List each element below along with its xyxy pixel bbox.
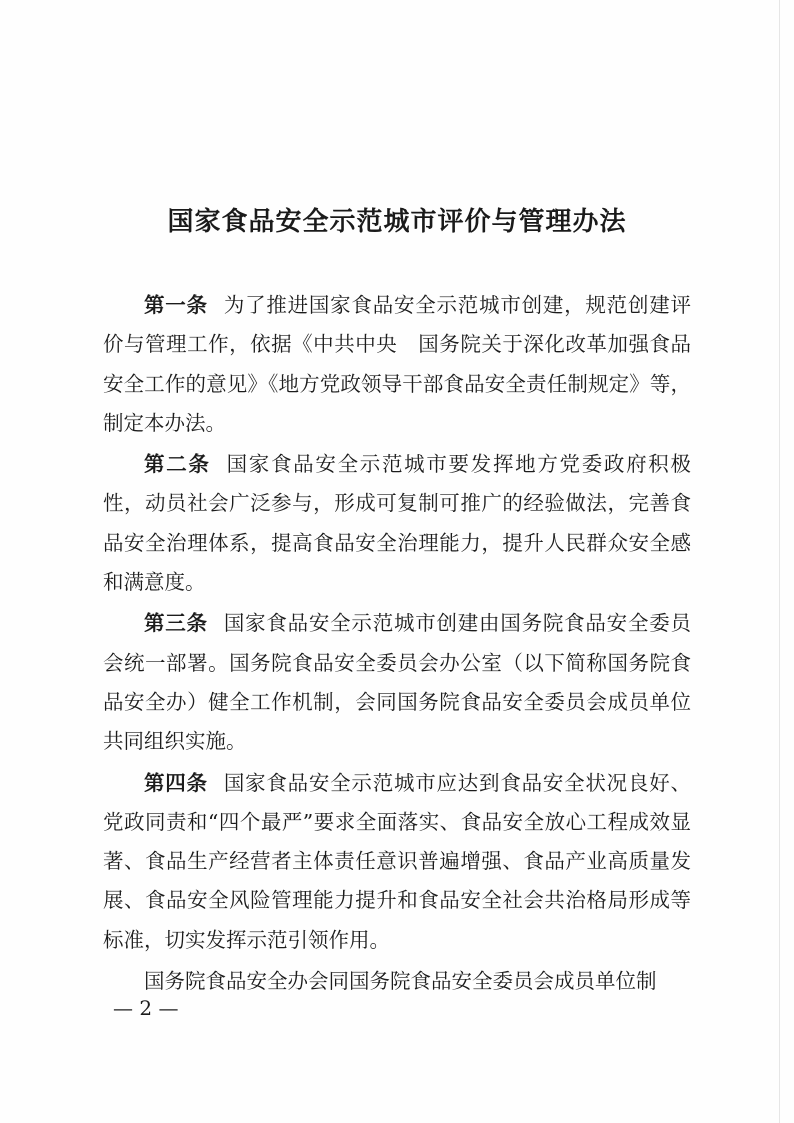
article-2-text: 国家食品安全示范城市要发挥地方党委政府积极性，动员社会广泛参与，形成可复制可推广的经验做法，完善食品安全治理体系，提高食品安全治理能力，提升人民群众安全感和满意度。: [103, 452, 692, 595]
article-1: [103, 286, 691, 443]
document-title: 国家食品安全示范城市评价与管理办法: [167, 207, 627, 237]
article-1-label: 第一条: [144, 293, 208, 317]
document-body: [103, 286, 691, 1003]
article-3-text: 国家食品安全示范城市创建由国务院食品安全委员会统一部署。国务院食品安全委员会办公室（以下简称国务院食品安全办）健全工作机制，会同国务院食品安全委员会成员单位共同组织实施。: [103, 611, 691, 754]
article-4: [103, 764, 691, 960]
page-edge: [779, 0, 780, 1123]
article-3: [103, 604, 691, 761]
article-1-text: 为了推进国家食品安全示范城市创建，规范创建评价与管理工作，依据《中共中央 国务院关于深化改革加强食品安全工作的意见》《地方党政领导干部食品安全责任制规定》等，制定本办法。: [103, 293, 691, 435]
article-3-label: 第三条: [144, 611, 208, 636]
page-number: — 2 —: [113, 996, 179, 1020]
article-2: [103, 445, 691, 602]
article-4-text: 国家食品安全示范城市应达到食品安全状况良好、党政同责和“四个最严”要求全面落实、食品安全放心工程成效显著、食品生产经营者主体责任意识普遍增强、食品产业高质量发展、食品安全风险管理能力提升和食品安全社会共治格局形成等标准，切实发挥示范引领作用。: [103, 770, 691, 952]
continuation-paragraph: 国务院食品安全办会同国务院食品安全委员会成员单位制: [144, 969, 657, 994]
article-4-label: 第四条: [144, 770, 208, 795]
article-2-label: 第二条: [144, 452, 211, 477]
